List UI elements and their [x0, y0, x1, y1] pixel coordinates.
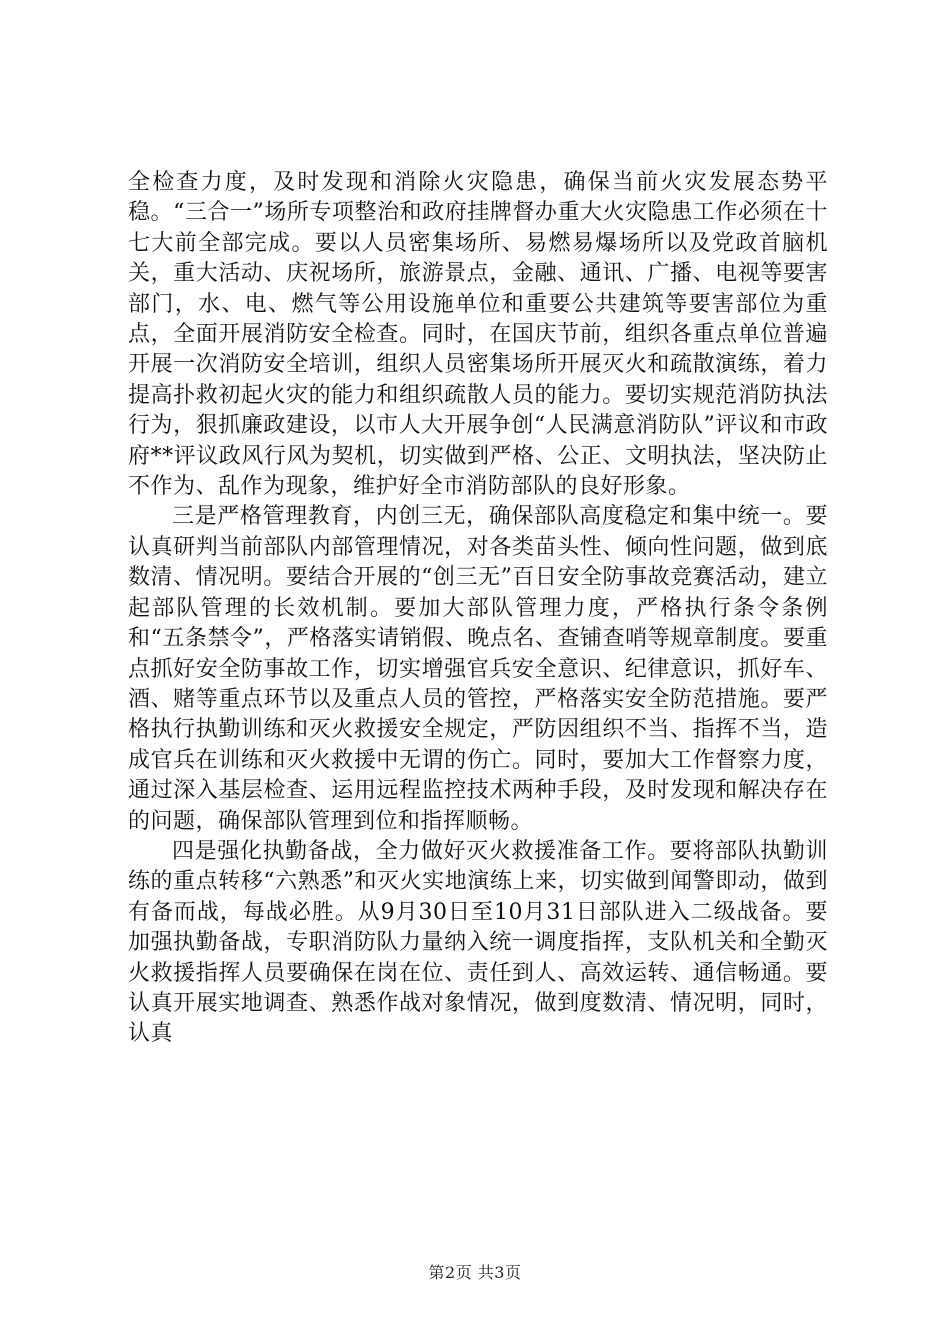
paragraph-continued: 全检查力度，及时发现和消除火灾隐患，确保当前火灾发展态势平稳。“三合一”场所专项整治和政府挂牌督办重大火灾隐患工作必须在十七大前全部完成。要以人员密集场所、易燃易爆场所以及党政首脑机关，重大活动、庆祝场所，旅游景点，金融、通讯、广播、电视等要害部门，水、电、燃气等公用设施单位和重要公共建筑等要害部位为重点，全面开展消防安全检查。同时，在国庆节前，组织各重点单位普遍开展一次消防安全培训，组织人员密集场所开展灭火和疏散演练，着力提高扑救初起火灾的能力和组织疏散人员的能力。要切实规范消防执法行为，狠抓廉政建设，以市人大开展争创“人民满意消防队”评议和市政府**评议政风行风为契机，切实做到严格、公正、文明执法，坚决防止不作为、乱作为现象，维护好全市消防部队的良好形象。	[128, 170, 828, 500]
paragraph-three: 三是严格管理教育，内创三无，确保部队高度稳定和集中统一。要认真研判当前部队内部管理情况，对各类苗头性、倾向性问题，做到底数清、情况明。要结合开展的“创三无”百日安全防事故竞赛活动，建立起部队管理的长效机制。要加大部队管理力度，严格执行条令条例和“五条禁令”，严格落实请销假、晚点名、查铺查哨等规章制度。要重点抓好安全防事故工作，切实增强官兵安全意识、纪律意识，抓好车、酒、赌等重点环节以及重点人员的管控，严格落实安全防范措施。要严格执行执勤训练和灭火救援安全规定，严防因组织不当、指挥不当，造成官兵在训练和灭火救援中无谓的伤亡。同时，要加大工作督察力度，通过深入基层检查、运用远程监控技术两种手段，及时发现和解决存在的问题，确保部队管理到位和指挥顺畅。	[128, 504, 828, 834]
page-footer: 第2页 共3页	[428, 1263, 522, 1282]
paragraph-four: 四是强化执勤备战，全力做好灭火救援准备工作。要将部队执勤训练的重点转移“六熟悉”和灭火实地演练上来，切实做到闻警即动，做到有备而战，每战必胜。从9月30日至10月31日部队进入二级战备。要加强执勤备战，专职消防队力量纳入统一调度指挥，支队机关和全勤灭火救援指挥人员要确保在岗在位、责任到人、高效运转、通信畅通。要认真开展实地调查、熟悉作战对象情况，做到度数清、情况明，同时，认真	[128, 838, 828, 1047]
document-body	[128, 168, 828, 1050]
